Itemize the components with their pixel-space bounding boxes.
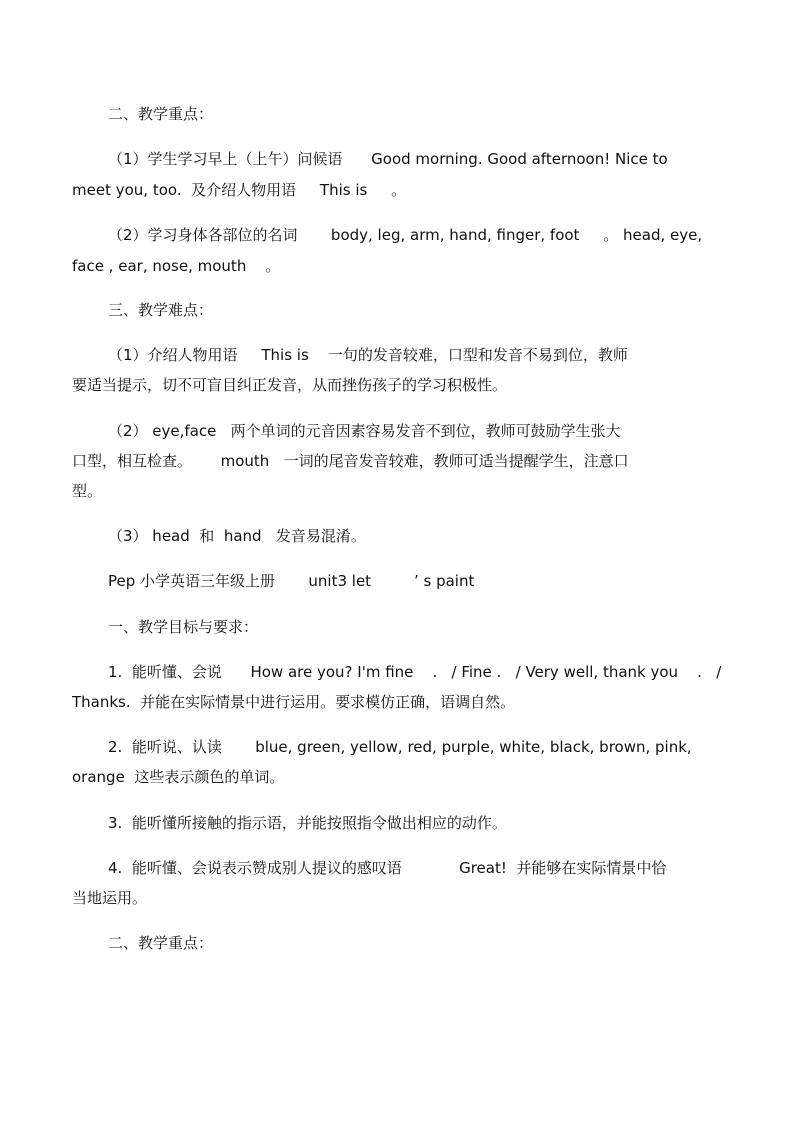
- paragraph-line: （1）学生学习早上（上午）问候语 Good morning. Good afternoon! Nice to: [108, 150, 668, 168]
- list-item-line: Thanks. 并能在实际情景中进行运用。要求模仿正确，语调自然。: [72, 693, 516, 711]
- section-heading-key-points: 二、教学重点：: [108, 934, 214, 952]
- paragraph-line: （2）学习身体各部位的名词 body, leg, arm, hand, finger, foot 。 head, eye,: [108, 226, 703, 244]
- paragraph-line: （3） head 和 hand 发音易混淆。: [108, 527, 366, 545]
- list-item-line: 当地运用。: [72, 889, 148, 907]
- paragraph-line: 要适当提示，切不可盲目纠正发音，从而挫伤孩子的学习积极性。: [72, 376, 508, 394]
- section-heading-difficulties: 三、教学难点：: [108, 301, 214, 319]
- list-item-line: 3. 能听懂所接触的指示语，并能按照指令做出相应的动作。: [108, 814, 507, 832]
- section-heading-key-points: 二、教学重点：: [108, 105, 214, 123]
- paragraph-line: （1）介绍人物用语 This is 一句的发音较难，口型和发音不易到位，教师: [108, 346, 628, 364]
- list-item-line: orange 这些表示颜色的单词。: [72, 768, 285, 786]
- paragraph-line: 型。: [72, 482, 103, 500]
- paragraph-line: meet you, too. 及介绍人物用语 This is 。: [72, 181, 407, 199]
- unit-title: Pep 小学英语三年级上册 unit3 let ’ s paint: [108, 572, 475, 590]
- paragraph-line: （2） eye,face 两个单词的元音因素容易发音不到位，教师可鼓励学生张大: [108, 422, 621, 440]
- paragraph-line: face , ear, nose, mouth 。: [72, 257, 281, 275]
- list-item-line: 4. 能听懂、会说表示赞成别人提议的感叹语 Great! 并能够在实际情景中恰: [108, 859, 667, 877]
- section-heading-objectives: 一、教学目标与要求：: [108, 618, 259, 636]
- list-item-line: 1. 能听懂、会说 How are you? I'm fine . / Fine . / Very well, thank you . /: [108, 663, 722, 681]
- paragraph-line: 口型，相互检查。 mouth 一词的尾音发音较难，教师可适当提醒学生，注意口: [72, 452, 629, 470]
- list-item-line: 2. 能听说、认读 blue, green, yellow, red, purple, white, black, brown, pink,: [108, 738, 692, 756]
